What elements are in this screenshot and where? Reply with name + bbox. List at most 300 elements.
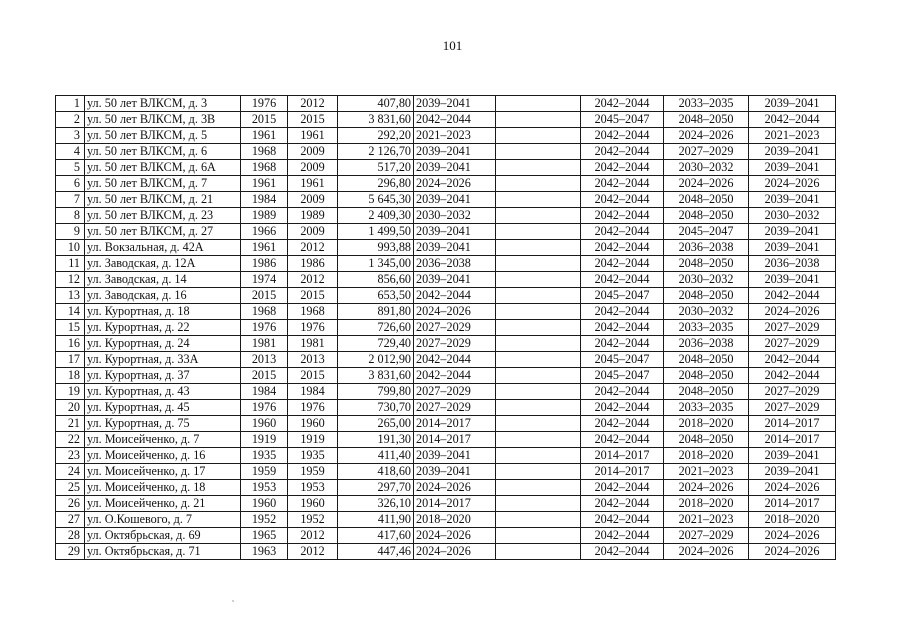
area-cell: 411,40 [338, 448, 414, 464]
area-cell: 407,80 [338, 96, 414, 112]
period-cell: 2027–2029 [749, 384, 836, 400]
table-row [56, 512, 836, 528]
empty-cell [496, 400, 581, 416]
period-cell: 2039–2041 [414, 192, 496, 208]
build-year-cell: 1976 [241, 320, 288, 336]
period-cell: 2027–2029 [414, 384, 496, 400]
area-cell: 2 409,30 [338, 208, 414, 224]
reconstruction-year-cell: 1976 [288, 320, 338, 336]
period-cell: 2014–2017 [749, 496, 836, 512]
row-number: 19 [56, 384, 85, 400]
period-cell: 2039–2041 [414, 224, 496, 240]
empty-cell [496, 112, 581, 128]
period-cell: 2024–2026 [664, 176, 749, 192]
housing-table [55, 95, 836, 560]
empty-cell [496, 480, 581, 496]
period-cell: 2021–2023 [414, 128, 496, 144]
period-cell: 2018–2020 [664, 448, 749, 464]
period-cell: 2042–2044 [581, 512, 664, 528]
reconstruction-year-cell: 2009 [288, 224, 338, 240]
period-cell: 2030–2032 [414, 208, 496, 224]
period-cell: 2024–2026 [414, 528, 496, 544]
build-year-cell: 1989 [241, 208, 288, 224]
table-row [56, 208, 836, 224]
area-cell: 1 345,00 [338, 256, 414, 272]
period-cell: 2039–2041 [749, 464, 836, 480]
period-cell: 2042–2044 [581, 160, 664, 176]
address-cell: ул. Курортная, д. 37 [85, 368, 241, 384]
period-cell: 2036–2038 [664, 240, 749, 256]
area-cell: 726,60 [338, 320, 414, 336]
area-cell: 1 499,50 [338, 224, 414, 240]
address-cell: ул. Октябрьская, д. 69 [85, 528, 241, 544]
table-row [56, 416, 836, 432]
reconstruction-year-cell: 2009 [288, 144, 338, 160]
area-cell: 265,00 [338, 416, 414, 432]
period-cell: 2024–2026 [749, 304, 836, 320]
period-cell: 2042–2044 [749, 368, 836, 384]
table-row [56, 304, 836, 320]
area-cell: 517,20 [338, 160, 414, 176]
build-year-cell: 1960 [241, 496, 288, 512]
period-cell: 2039–2041 [749, 224, 836, 240]
period-cell: 2030–2032 [664, 304, 749, 320]
address-cell: ул. 50 лет ВЛКСМ, д. 6 [85, 144, 241, 160]
period-cell: 2024–2026 [749, 544, 836, 560]
period-cell: 2033–2035 [664, 400, 749, 416]
table-row [56, 176, 836, 192]
period-cell: 2042–2044 [581, 256, 664, 272]
table-row [56, 144, 836, 160]
period-cell: 2027–2029 [414, 400, 496, 416]
reconstruction-year-cell: 1960 [288, 496, 338, 512]
period-cell: 2014–2017 [749, 432, 836, 448]
reconstruction-year-cell: 1986 [288, 256, 338, 272]
row-number: 10 [56, 240, 85, 256]
row-number: 23 [56, 448, 85, 464]
period-cell: 2027–2029 [664, 528, 749, 544]
address-cell: ул. Курортная, д. 45 [85, 400, 241, 416]
period-cell: 2048–2050 [664, 432, 749, 448]
address-cell: ул. Курортная, д. 43 [85, 384, 241, 400]
period-cell: 2027–2029 [749, 320, 836, 336]
empty-cell [496, 320, 581, 336]
period-cell: 2042–2044 [414, 112, 496, 128]
period-cell: 2042–2044 [581, 272, 664, 288]
empty-cell [496, 192, 581, 208]
empty-cell [496, 160, 581, 176]
period-cell: 2048–2050 [664, 384, 749, 400]
reconstruction-year-cell: 1952 [288, 512, 338, 528]
reconstruction-year-cell: 1935 [288, 448, 338, 464]
row-number: 12 [56, 272, 85, 288]
address-cell: ул. Курортная, д. 24 [85, 336, 241, 352]
area-cell: 417,60 [338, 528, 414, 544]
row-number: 24 [56, 464, 85, 480]
address-cell: ул. О.Кошевого, д. 7 [85, 512, 241, 528]
period-cell: 2024–2026 [749, 528, 836, 544]
period-cell: 2027–2029 [414, 320, 496, 336]
table-row [56, 160, 836, 176]
period-cell: 2030–2032 [664, 160, 749, 176]
table-row [56, 256, 836, 272]
table-row [56, 448, 836, 464]
build-year-cell: 1952 [241, 512, 288, 528]
area-cell: 447,46 [338, 544, 414, 560]
build-year-cell: 1963 [241, 544, 288, 560]
empty-cell [496, 464, 581, 480]
row-number: 25 [56, 480, 85, 496]
address-cell: ул. Курортная, д. 75 [85, 416, 241, 432]
empty-cell [496, 384, 581, 400]
reconstruction-year-cell: 1961 [288, 128, 338, 144]
area-cell: 856,60 [338, 272, 414, 288]
table-row [56, 432, 836, 448]
address-cell: ул. 50 лет ВЛКСМ, д. 6А [85, 160, 241, 176]
period-cell: 2042–2044 [749, 112, 836, 128]
period-cell: 2024–2026 [414, 544, 496, 560]
reconstruction-year-cell: 2012 [288, 528, 338, 544]
address-cell: ул. Вокзальная, д. 42А [85, 240, 241, 256]
empty-cell [496, 224, 581, 240]
period-cell: 2042–2044 [749, 352, 836, 368]
period-cell: 2021–2023 [664, 512, 749, 528]
area-cell: 729,40 [338, 336, 414, 352]
address-cell: ул. Моисейченко, д. 18 [85, 480, 241, 496]
row-number: 17 [56, 352, 85, 368]
empty-cell [496, 176, 581, 192]
period-cell: 2014–2017 [414, 496, 496, 512]
build-year-cell: 1976 [241, 96, 288, 112]
area-cell: 653,50 [338, 288, 414, 304]
build-year-cell: 2015 [241, 288, 288, 304]
period-cell: 2039–2041 [414, 144, 496, 160]
period-cell: 2039–2041 [414, 272, 496, 288]
table-row [56, 96, 836, 112]
period-cell: 2027–2029 [664, 144, 749, 160]
period-cell: 2036–2038 [749, 256, 836, 272]
address-cell: ул. 50 лет ВЛКСМ, д. 23 [85, 208, 241, 224]
period-cell: 2024–2026 [749, 176, 836, 192]
reconstruction-year-cell: 2013 [288, 352, 338, 368]
period-cell: 2045–2047 [581, 112, 664, 128]
period-cell: 2021–2023 [749, 128, 836, 144]
row-number: 4 [56, 144, 85, 160]
period-cell: 2042–2044 [414, 352, 496, 368]
period-cell: 2045–2047 [581, 368, 664, 384]
empty-cell [496, 272, 581, 288]
area-cell: 191,30 [338, 432, 414, 448]
address-cell: ул. Моисейченко, д. 7 [85, 432, 241, 448]
period-cell: 2024–2026 [414, 480, 496, 496]
row-number: 26 [56, 496, 85, 512]
period-cell: 2042–2044 [581, 400, 664, 416]
area-cell: 3 831,60 [338, 368, 414, 384]
table-row [56, 464, 836, 480]
reconstruction-year-cell: 2012 [288, 96, 338, 112]
period-cell: 2048–2050 [664, 192, 749, 208]
table-row [56, 272, 836, 288]
row-number: 1 [56, 96, 85, 112]
address-cell: ул. Курортная, д. 33А [85, 352, 241, 368]
area-cell: 297,70 [338, 480, 414, 496]
period-cell: 2048–2050 [664, 112, 749, 128]
empty-cell [496, 336, 581, 352]
address-cell: ул. 50 лет ВЛКСМ, д. 21 [85, 192, 241, 208]
reconstruction-year-cell: 1960 [288, 416, 338, 432]
period-cell: 2042–2044 [581, 144, 664, 160]
row-number: 14 [56, 304, 85, 320]
period-cell: 2039–2041 [414, 240, 496, 256]
period-cell: 2045–2047 [581, 288, 664, 304]
period-cell: 2042–2044 [749, 288, 836, 304]
empty-cell [496, 432, 581, 448]
table-row [56, 384, 836, 400]
period-cell: 2042–2044 [581, 240, 664, 256]
table-row [56, 336, 836, 352]
period-cell: 2014–2017 [581, 464, 664, 480]
empty-cell [496, 544, 581, 560]
period-cell: 2039–2041 [414, 448, 496, 464]
reconstruction-year-cell: 1961 [288, 176, 338, 192]
reconstruction-year-cell: 1919 [288, 432, 338, 448]
address-cell: ул. Заводская, д. 12А [85, 256, 241, 272]
period-cell: 2039–2041 [749, 144, 836, 160]
row-number: 18 [56, 368, 85, 384]
reconstruction-year-cell: 1953 [288, 480, 338, 496]
table-row [56, 480, 836, 496]
reconstruction-year-cell: 2009 [288, 160, 338, 176]
period-cell: 2045–2047 [581, 352, 664, 368]
empty-cell [496, 288, 581, 304]
area-cell: 292,20 [338, 128, 414, 144]
row-number: 29 [56, 544, 85, 560]
period-cell: 2030–2032 [749, 208, 836, 224]
period-cell: 2024–2026 [414, 304, 496, 320]
reconstruction-year-cell: 2012 [288, 544, 338, 560]
period-cell: 2021–2023 [664, 464, 749, 480]
row-number: 5 [56, 160, 85, 176]
table-row [56, 224, 836, 240]
period-cell: 2027–2029 [749, 400, 836, 416]
table-row [56, 192, 836, 208]
period-cell: 2014–2017 [414, 432, 496, 448]
period-cell: 2027–2029 [414, 336, 496, 352]
period-cell: 2048–2050 [664, 288, 749, 304]
address-cell: ул. Заводская, д. 16 [85, 288, 241, 304]
reconstruction-year-cell: 1968 [288, 304, 338, 320]
build-year-cell: 2015 [241, 112, 288, 128]
period-cell: 2039–2041 [749, 240, 836, 256]
period-cell: 2030–2032 [664, 272, 749, 288]
period-cell: 2039–2041 [749, 272, 836, 288]
address-cell: ул. Октябрьская, д. 71 [85, 544, 241, 560]
period-cell: 2024–2026 [414, 176, 496, 192]
area-cell: 993,88 [338, 240, 414, 256]
table-body [56, 96, 836, 560]
period-cell: 2042–2044 [581, 528, 664, 544]
reconstruction-year-cell: 1976 [288, 400, 338, 416]
empty-cell [496, 304, 581, 320]
empty-cell [496, 512, 581, 528]
row-number: 13 [56, 288, 85, 304]
empty-cell [496, 208, 581, 224]
area-cell: 296,80 [338, 176, 414, 192]
build-year-cell: 1986 [241, 256, 288, 272]
period-cell: 2039–2041 [749, 96, 836, 112]
row-number: 28 [56, 528, 85, 544]
reconstruction-year-cell: 1989 [288, 208, 338, 224]
row-number: 2 [56, 112, 85, 128]
page-number: 101 [442, 38, 463, 53]
row-number: 27 [56, 512, 85, 528]
empty-cell [496, 256, 581, 272]
address-cell: ул. 50 лет ВЛКСМ, д. 7 [85, 176, 241, 192]
period-cell: 2018–2020 [414, 512, 496, 528]
address-cell: ул. Курортная, д. 22 [85, 320, 241, 336]
table-row [56, 528, 836, 544]
empty-cell [496, 128, 581, 144]
scan-speck [232, 600, 234, 602]
table-row [56, 288, 836, 304]
build-year-cell: 1984 [241, 384, 288, 400]
empty-cell [496, 96, 581, 112]
build-year-cell: 1953 [241, 480, 288, 496]
period-cell: 2048–2050 [664, 352, 749, 368]
period-cell: 2039–2041 [414, 160, 496, 176]
empty-cell [496, 240, 581, 256]
period-cell: 2018–2020 [664, 496, 749, 512]
period-cell: 2039–2041 [414, 464, 496, 480]
period-cell: 2036–2038 [664, 336, 749, 352]
table-row [56, 240, 836, 256]
period-cell: 2042–2044 [581, 96, 664, 112]
address-cell: ул. Заводская, д. 14 [85, 272, 241, 288]
empty-cell [496, 528, 581, 544]
period-cell: 2039–2041 [749, 192, 836, 208]
row-number: 9 [56, 224, 85, 240]
build-year-cell: 1961 [241, 128, 288, 144]
build-year-cell: 1968 [241, 304, 288, 320]
row-number: 7 [56, 192, 85, 208]
period-cell: 2033–2035 [664, 320, 749, 336]
build-year-cell: 2015 [241, 368, 288, 384]
table-row [56, 400, 836, 416]
period-cell: 2048–2050 [664, 208, 749, 224]
build-year-cell: 1966 [241, 224, 288, 240]
row-number: 21 [56, 416, 85, 432]
period-cell: 2024–2026 [664, 544, 749, 560]
area-cell: 411,90 [338, 512, 414, 528]
build-year-cell: 1974 [241, 272, 288, 288]
empty-cell [496, 144, 581, 160]
area-cell: 5 645,30 [338, 192, 414, 208]
reconstruction-year-cell: 2015 [288, 288, 338, 304]
period-cell: 2042–2044 [414, 288, 496, 304]
period-cell: 2018–2020 [749, 512, 836, 528]
empty-cell [496, 368, 581, 384]
area-cell: 799,80 [338, 384, 414, 400]
period-cell: 2042–2044 [581, 496, 664, 512]
table-row [56, 368, 836, 384]
build-year-cell: 1959 [241, 464, 288, 480]
period-cell: 2042–2044 [581, 544, 664, 560]
address-cell: ул. Курортная, д. 18 [85, 304, 241, 320]
empty-cell [496, 448, 581, 464]
period-cell: 2024–2026 [664, 128, 749, 144]
period-cell: 2014–2017 [414, 416, 496, 432]
build-year-cell: 1919 [241, 432, 288, 448]
period-cell: 2024–2026 [664, 480, 749, 496]
row-number: 16 [56, 336, 85, 352]
period-cell: 2042–2044 [581, 432, 664, 448]
build-year-cell: 1961 [241, 176, 288, 192]
area-cell: 2 126,70 [338, 144, 414, 160]
period-cell: 2014–2017 [749, 416, 836, 432]
period-cell: 2042–2044 [414, 368, 496, 384]
address-cell: ул. 50 лет ВЛКСМ, д. 27 [85, 224, 241, 240]
area-cell: 418,60 [338, 464, 414, 480]
row-number: 11 [56, 256, 85, 272]
row-number: 8 [56, 208, 85, 224]
build-year-cell: 1968 [241, 144, 288, 160]
row-number: 15 [56, 320, 85, 336]
area-cell: 2 012,90 [338, 352, 414, 368]
period-cell: 2042–2044 [581, 320, 664, 336]
period-cell: 2045–2047 [664, 224, 749, 240]
period-cell: 2027–2029 [749, 336, 836, 352]
period-cell: 2042–2044 [581, 208, 664, 224]
build-year-cell: 1976 [241, 400, 288, 416]
reconstruction-year-cell: 2009 [288, 192, 338, 208]
build-year-cell: 1960 [241, 416, 288, 432]
address-cell: ул. Моисейченко, д. 17 [85, 464, 241, 480]
address-cell: ул. Моисейченко, д. 21 [85, 496, 241, 512]
table-row [56, 320, 836, 336]
period-cell: 2042–2044 [581, 384, 664, 400]
reconstruction-year-cell: 2015 [288, 368, 338, 384]
empty-cell [496, 352, 581, 368]
period-cell: 2018–2020 [664, 416, 749, 432]
build-year-cell: 1935 [241, 448, 288, 464]
period-cell: 2042–2044 [581, 416, 664, 432]
period-cell: 2039–2041 [749, 160, 836, 176]
period-cell: 2042–2044 [581, 336, 664, 352]
reconstruction-year-cell: 2012 [288, 240, 338, 256]
table-row [56, 544, 836, 560]
period-cell: 2014–2017 [581, 448, 664, 464]
address-cell: ул. 50 лет ВЛКСМ, д. 3В [85, 112, 241, 128]
area-cell: 326,10 [338, 496, 414, 512]
table-row [56, 496, 836, 512]
period-cell: 2042–2044 [581, 224, 664, 240]
build-year-cell: 1968 [241, 160, 288, 176]
address-cell: ул. 50 лет ВЛКСМ, д. 3 [85, 96, 241, 112]
area-cell: 730,70 [338, 400, 414, 416]
row-number: 20 [56, 400, 85, 416]
period-cell: 2048–2050 [664, 368, 749, 384]
period-cell: 2042–2044 [581, 480, 664, 496]
period-cell: 2024–2026 [749, 480, 836, 496]
area-cell: 891,80 [338, 304, 414, 320]
period-cell: 2042–2044 [581, 304, 664, 320]
period-cell: 2042–2044 [581, 192, 664, 208]
build-year-cell: 1961 [241, 240, 288, 256]
row-number: 6 [56, 176, 85, 192]
row-number: 22 [56, 432, 85, 448]
address-cell: ул. 50 лет ВЛКСМ, д. 5 [85, 128, 241, 144]
reconstruction-year-cell: 2012 [288, 272, 338, 288]
